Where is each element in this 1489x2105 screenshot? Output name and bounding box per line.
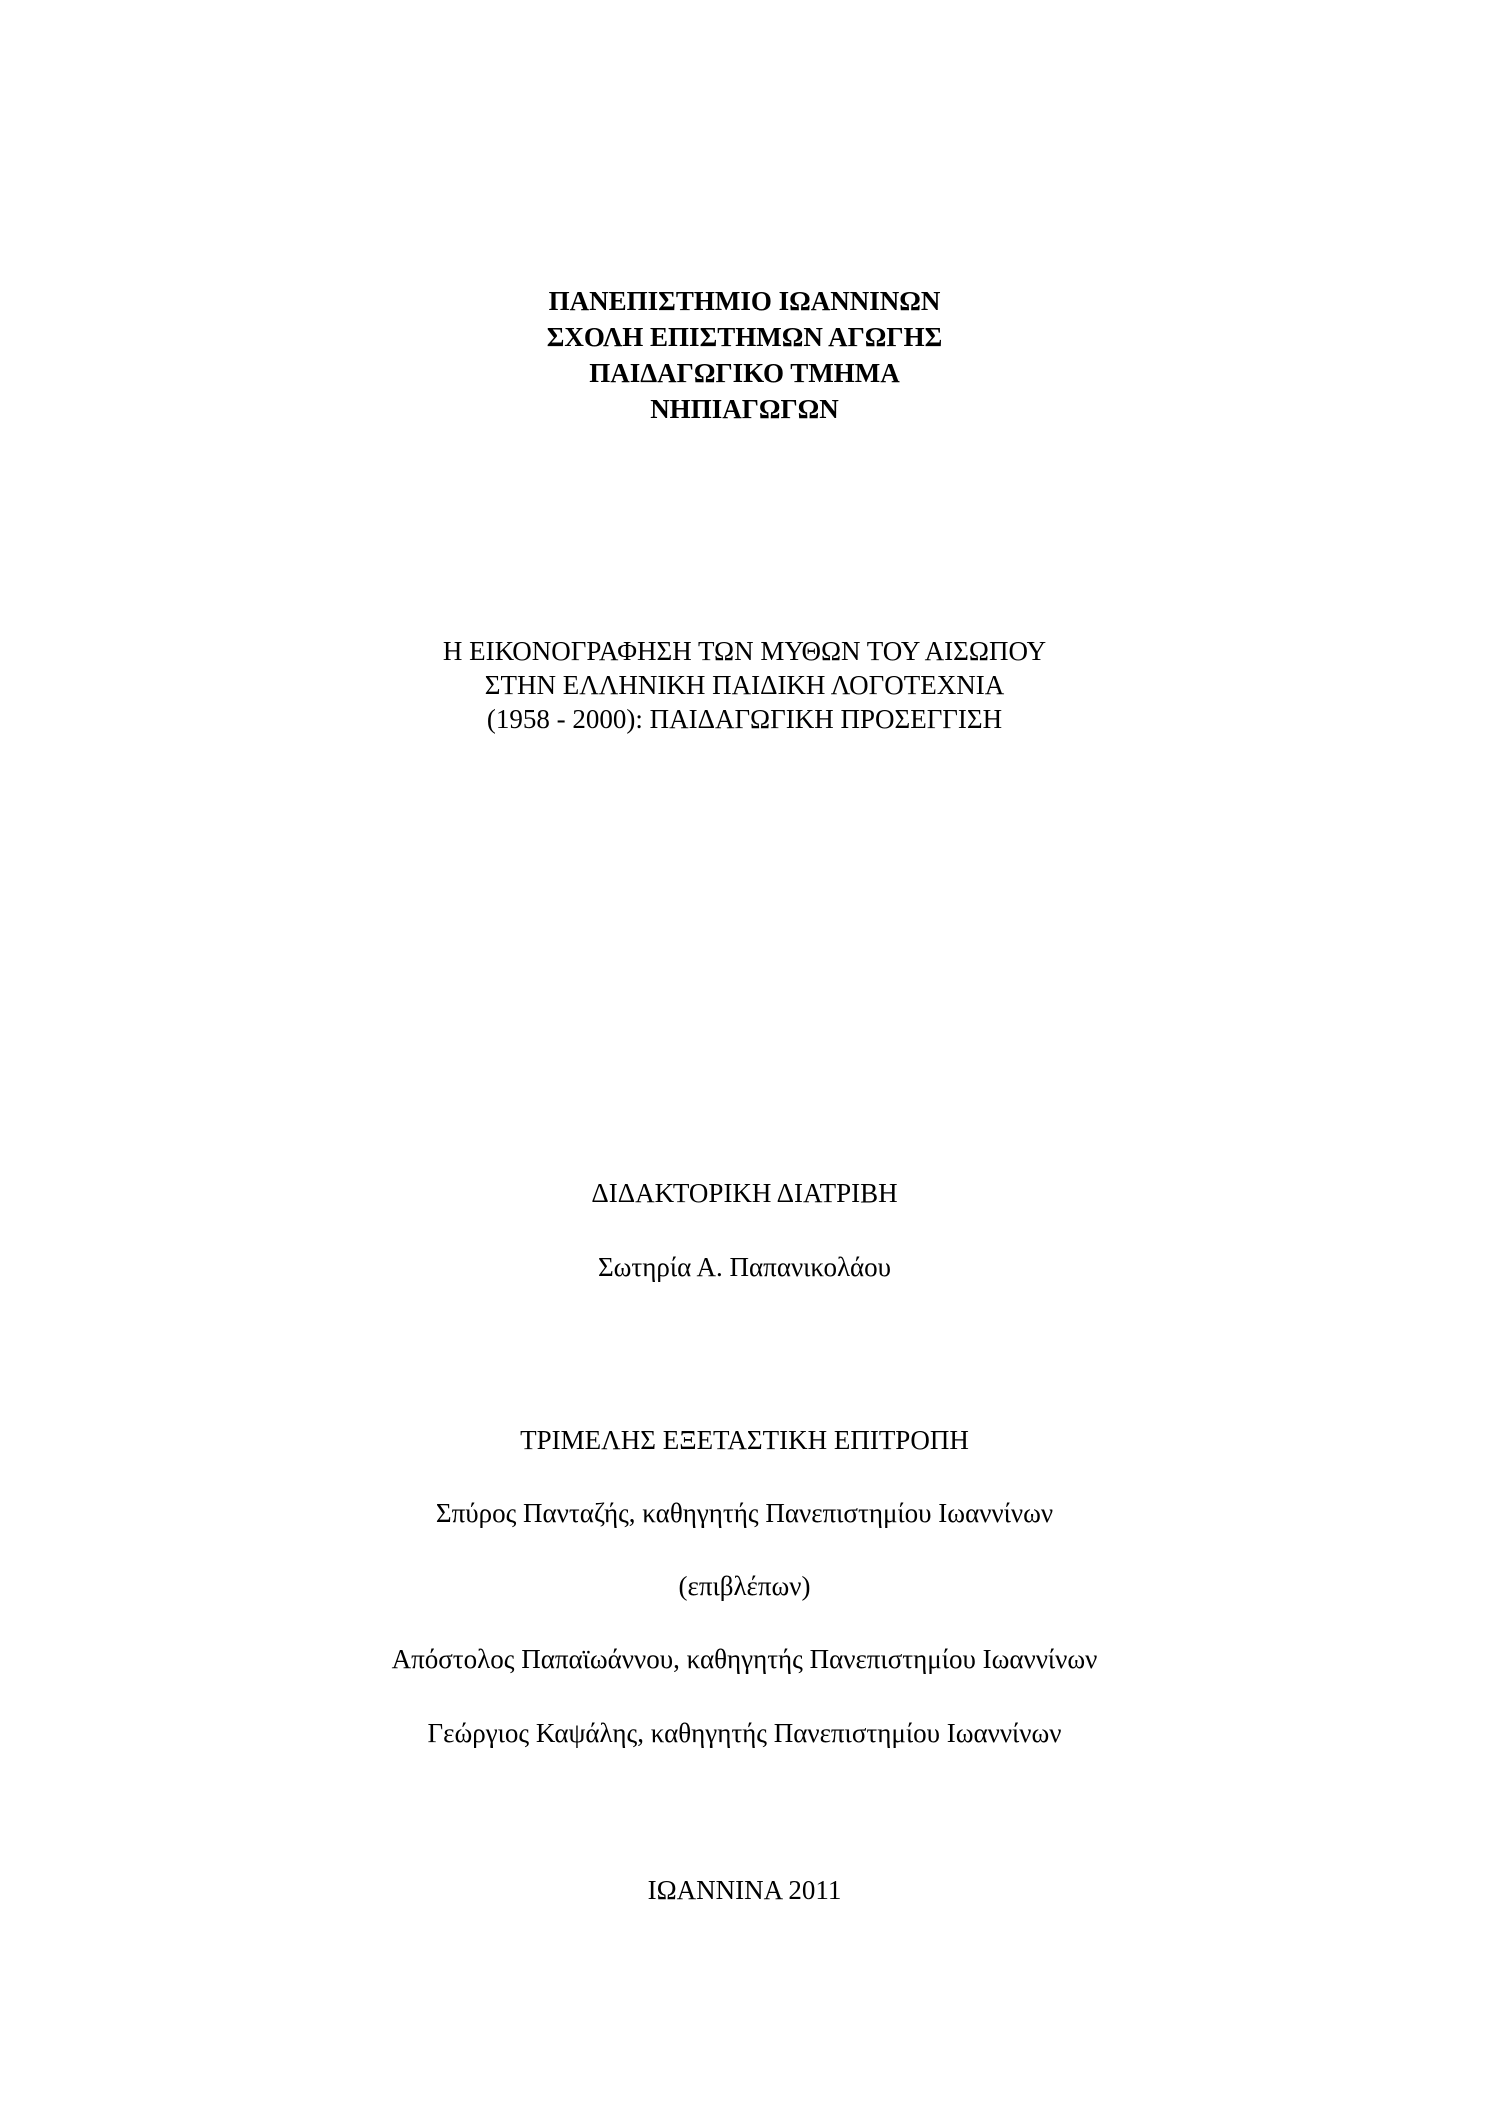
thesis-type: ΔΙΔΑΚΤΟΡΙΚΗ ΔΙΑΤΡΙΒΗ <box>591 1178 898 1208</box>
school-name: ΣΧΟΛΗ ΕΠΙΣΤΗΜΩΝ ΑΓΩΓΗΣ <box>546 322 943 352</box>
thesis-title-line-2: ΣΤΗΝ ΕΛΛΗΝΙΚΗ ΠΑΙΔΙΚΗ ΛΟΓΟΤΕΧΝΙΑ <box>484 670 1005 700</box>
committee-member-role: (επιβλέπων) <box>678 1571 811 1601</box>
thesis-title-line-1: Η ΕΙΚΟΝΟΓΡΑΦΗΣΗ ΤΩΝ ΜΥΘΩΝ ΤΟΥ ΑΙΣΩΠΟΥ <box>442 636 1047 666</box>
institution-header <box>0 283 1489 427</box>
thesis-title-line-3: (1958 - 2000): ΠΑΙΔΑΓΩΓΙΚΗ ΠΡΟΣΕΓΓΙΣΗ <box>486 704 1003 734</box>
committee-member-3: Γεώργιος Καψάλης, καθηγητής Πανεπιστημίου Ιωαννίνων <box>427 1718 1062 1748</box>
department-name: ΠΑΙΔΑΓΩΓΙΚΟ ΤΜΗΜΑ <box>589 358 900 388</box>
thesis-title <box>0 634 1489 736</box>
author-name: Σωτηρία Α. Παπανικολάου <box>597 1252 892 1282</box>
committee-member-supervisor: Σπύρος Πανταζής, καθηγητής Πανεπιστημίου Ιωαννίνων <box>435 1498 1054 1528</box>
committee-heading: ΤΡΙΜΕΛΗΣ ΕΞΕΤΑΣΤΙΚΗ ΕΠΙΤΡΟΠΗ <box>520 1425 969 1455</box>
committee-member-2: Απόστολος Παπαϊωάννου, καθηγητής Πανεπιστημίου Ιωαννίνων <box>391 1644 1098 1674</box>
department-subname: ΝΗΠΙΑΓΩΓΩΝ <box>650 394 839 424</box>
university-name: ΠΑΝΕΠΙΣΤΗΜΙΟ ΙΩΑΝΝΙΝΩΝ <box>548 286 941 316</box>
place-and-year: ΙΩΑΝΝΙΝΑ 2011 <box>647 1875 842 1905</box>
